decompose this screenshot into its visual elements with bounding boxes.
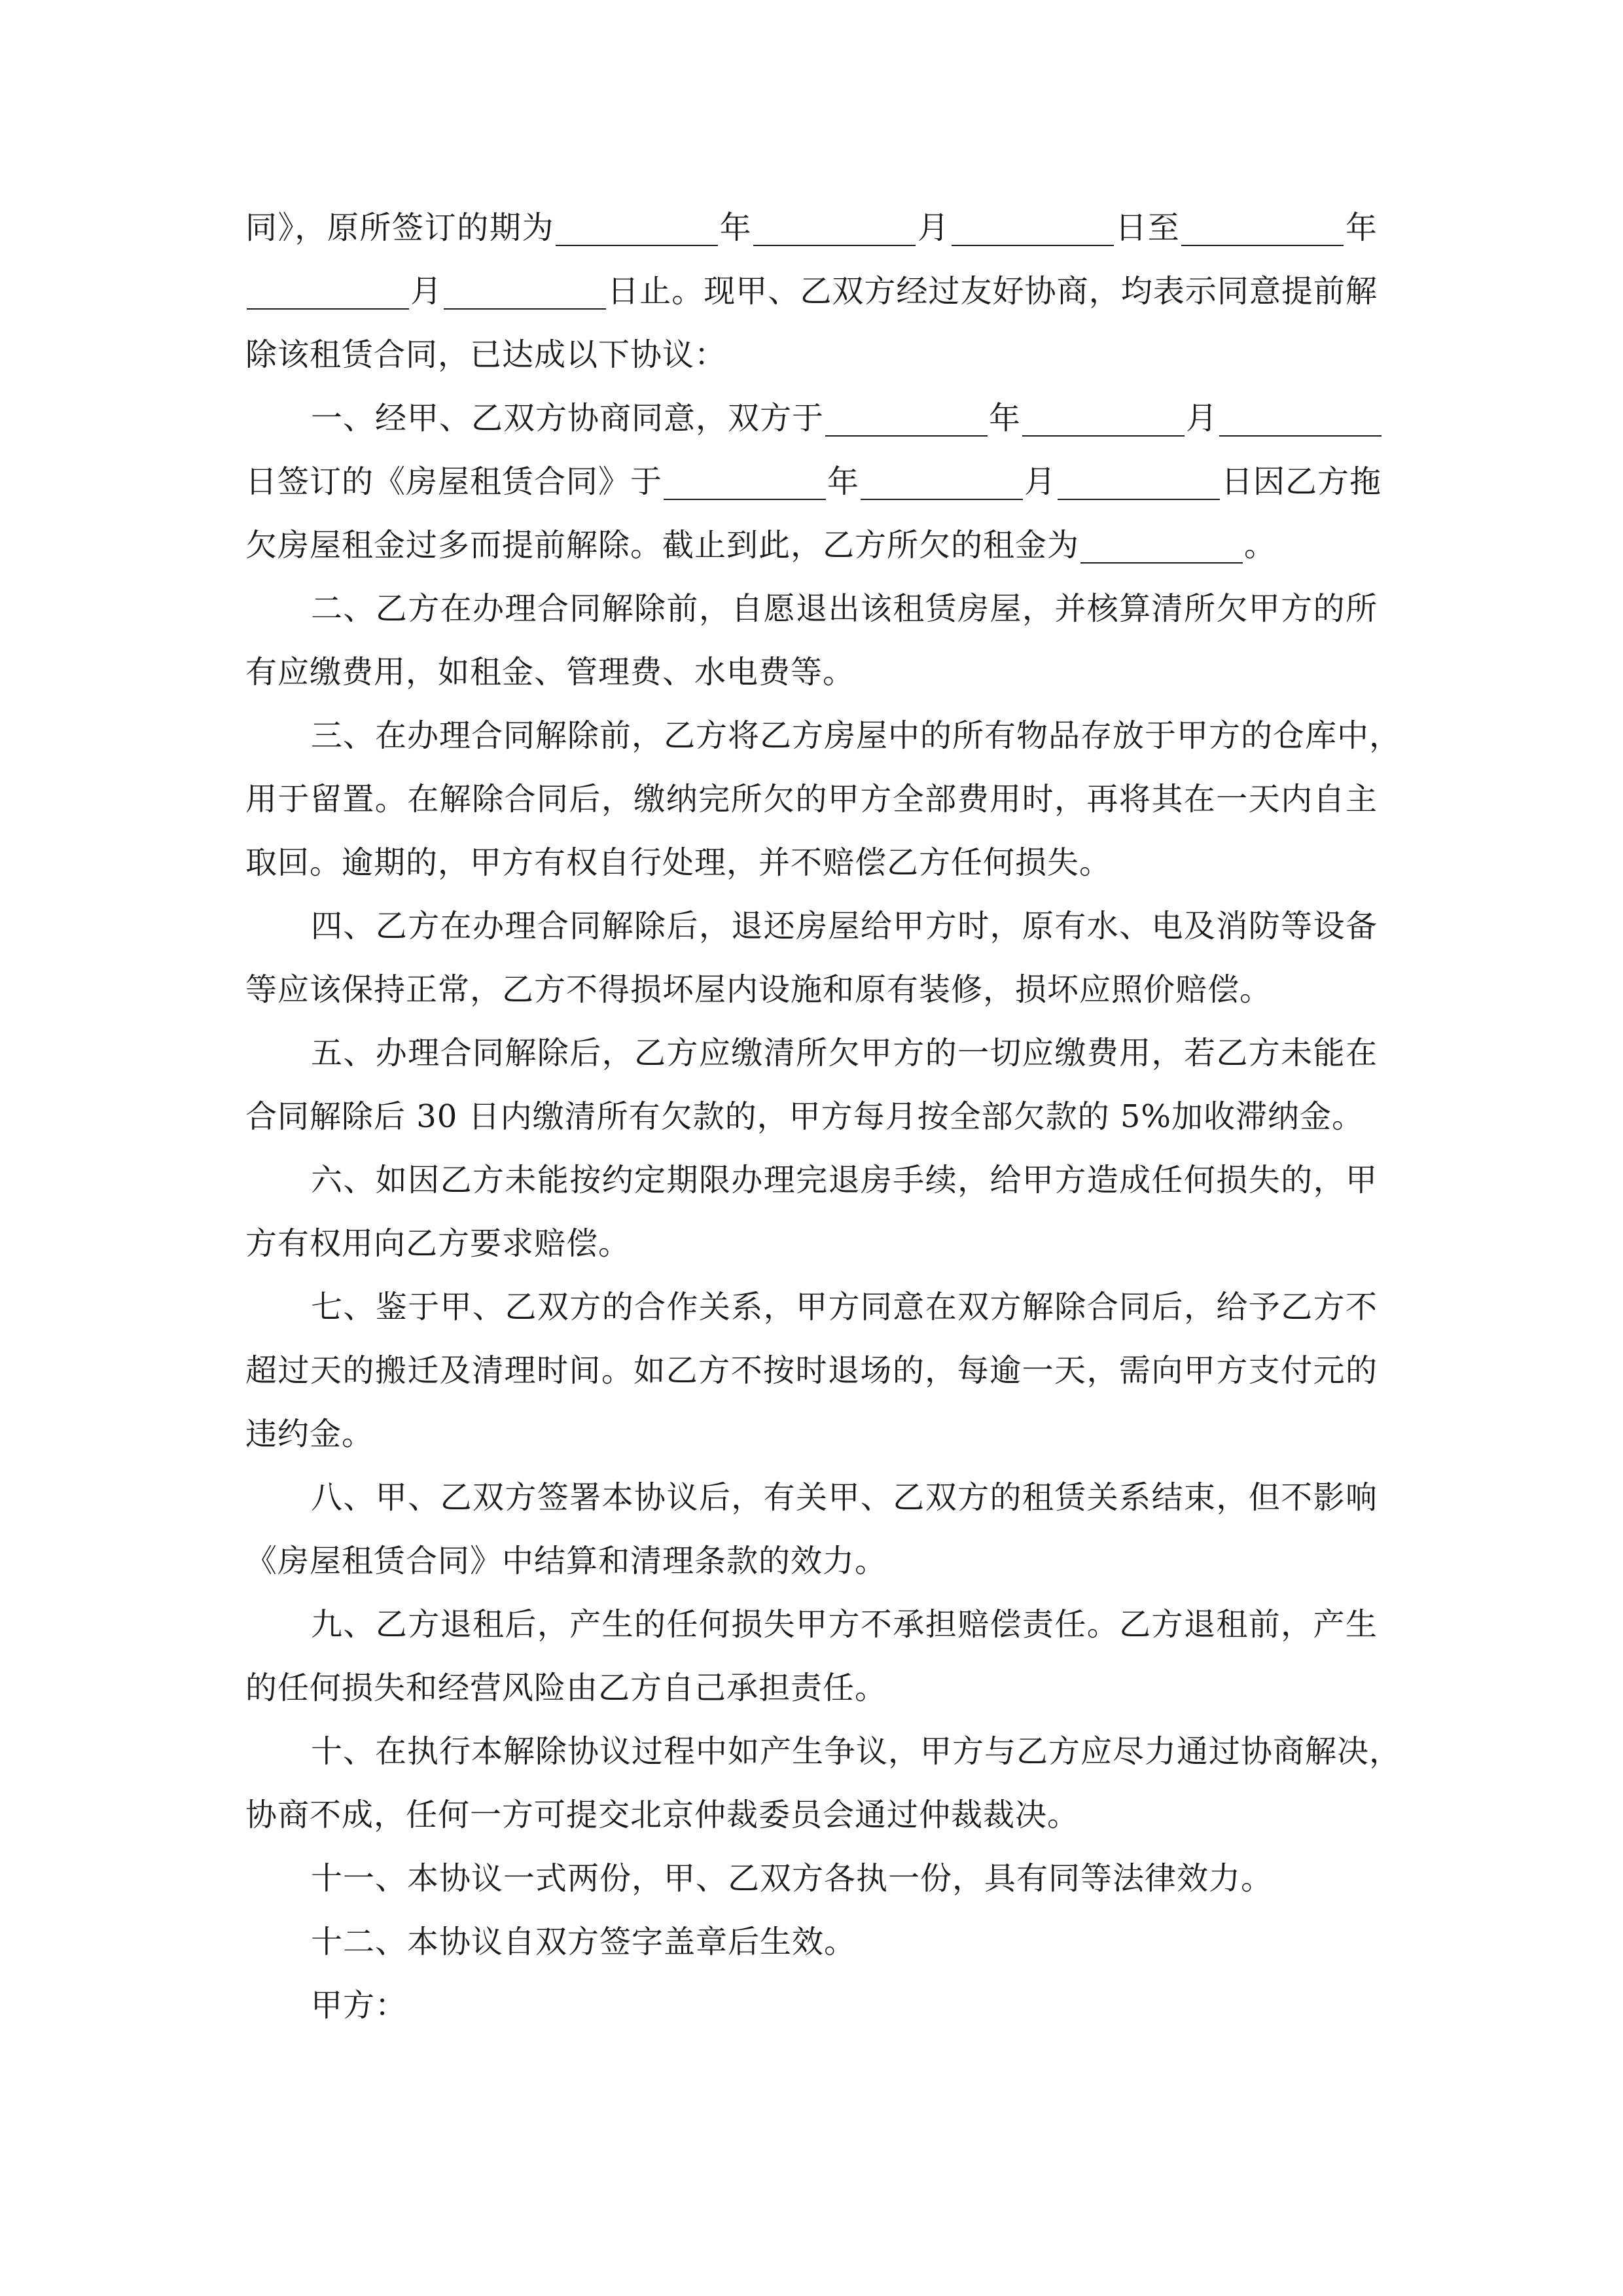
clause-7-line-2: 超过天的搬迁及清理时间。如乙方不按时退场的，每逾一天，需向甲方支付元的 [245, 1352, 1378, 1389]
clause-7-line-3: 违约金。 [245, 1416, 374, 1452]
clause-5-line-1: 五、办理合同解除后，乙方应缴清所欠甲方的一切应缴费用，若乙方未能在 [311, 1035, 1378, 1071]
clause-3-line-2: 用于留置。在解除合同后，缴纳完所欠的甲方全部费用时，再将其在一天内自主 [245, 781, 1378, 817]
clause-6-line-2: 方有权用向乙方要求赔偿。 [245, 1225, 631, 1262]
intro-line-3: 除该租赁合同，已达成以下协议： [245, 336, 727, 373]
clause-12: 十二、本协议自双方签字盖章后生效。 [311, 1924, 857, 1960]
clause-10-line-2: 协商不成，任何一方可提交北京仲裁委员会通过仲裁裁决。 [245, 1797, 1080, 1833]
rent-owed-blank[interactable] [1080, 531, 1243, 564]
intro-line-2: 月 日止。现甲、乙双方经过友好协商，均表示同意提前解 [245, 260, 1378, 323]
end-year-blank[interactable] [1181, 213, 1344, 246]
terminate-day-blank[interactable] [1058, 467, 1220, 500]
clause-4-line-1: 四、乙方在办理合同解除后，退还房屋给甲方时，原有水、电及消防等设备 [311, 908, 1378, 944]
clause-1-line-3: 欠房屋租金过多而提前解除。截止到此，乙方所欠的租金为 。 [245, 527, 1277, 564]
clause-8-line-2: 《房屋租赁合同》中结算和清理条款的效力。 [245, 1543, 887, 1579]
start-year-blank[interactable] [556, 213, 718, 246]
terminate-month-blank[interactable] [861, 467, 1023, 500]
end-month-blank[interactable] [247, 277, 409, 310]
clause-8-line-1: 八、甲、乙双方签署本协议后，有关甲、乙双方的租赁关系结束，但不影响 [311, 1479, 1378, 1516]
end-day-blank[interactable] [444, 277, 606, 310]
clause-1-line-2: 日签订的《房屋租赁合同》于 年 月 日因乙方拖 [245, 463, 1382, 500]
clause-1-line-1: 一、经甲、乙双方协商同意，双方于 年 月 [245, 387, 1378, 450]
clause-4-line-2: 等应该保持正常，乙方不得损坏屋内设施和原有装修，损坏应照价赔偿。 [245, 971, 1272, 1008]
clause-11: 十一、本协议一式两份，甲、乙双方各执一份，具有同等法律效力。 [311, 1860, 1274, 1897]
terminate-year-blank[interactable] [664, 467, 826, 500]
clause-5-line-2: 合同解除后 30 日内缴清所有欠款的，甲方每月按全部欠款的 5%加收滞纳金。 [245, 1098, 1364, 1135]
agree-month-blank[interactable] [1022, 404, 1185, 437]
party-a-label: 甲方： [311, 1987, 408, 2024]
agree-year-blank[interactable] [825, 404, 988, 437]
agree-day-blank[interactable] [1219, 404, 1382, 437]
clause-2-line-2: 有应缴费用，如租金、管理费、水电费等。 [245, 654, 855, 691]
clause-9-line-2: 的任何损失和经营风险由乙方自己承担责任。 [245, 1670, 887, 1706]
intro-line-1: 同》，原所签订的期为 年 月 日至 年 [245, 209, 1378, 246]
start-month-blank[interactable] [753, 213, 916, 246]
clause-3-line-3: 取回。逾期的，甲方有权自行处理，并不赔偿乙方任何损失。 [245, 844, 1112, 881]
clause-9-line-1: 九、乙方退租后，产生的任何损失甲方不承担赔偿责任。乙方退租前，产生 [311, 1606, 1378, 1643]
document-body [245, 196, 1402, 2037]
clause-3-line-1: 三、在办理合同解除前，乙方将乙方房屋中的所有物品存放于甲方的仓库中， [311, 717, 1402, 754]
clause-2-line-1: 二、乙方在办理合同解除前，自愿退出该租赁房屋，并核算清所欠甲方的所 [311, 590, 1378, 627]
clause-7-line-1: 七、鉴于甲、乙双方的合作关系，甲方同意在双方解除合同后，给予乙方不 [311, 1289, 1378, 1325]
clause-6-line-1: 六、如因乙方未能按约定期限办理完退房手续，给甲方造成任何损失的，甲 [311, 1162, 1378, 1198]
start-day-blank[interactable] [952, 213, 1114, 246]
clause-10-line-1: 十、在执行本解除协议过程中如产生争议，甲方与乙方应尽力通过协商解决， [311, 1733, 1402, 1770]
